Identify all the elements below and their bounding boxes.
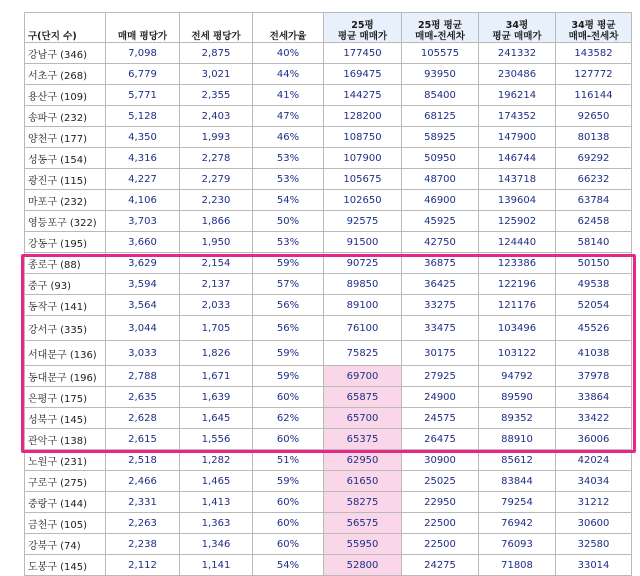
value-cell: 125902 (479, 211, 556, 232)
value-cell: 121176 (479, 295, 556, 316)
value-cell: 27925 (402, 366, 479, 387)
district-cell: 강남구 (346) (25, 43, 106, 64)
ratio-cell: 60% (253, 513, 324, 534)
value-cell: 122196 (479, 274, 556, 295)
value-cell: 3,564 (106, 295, 180, 316)
value-cell: 1,671 (180, 366, 253, 387)
spreadsheet (24, 12, 632, 576)
value-cell: 143582 (556, 43, 632, 64)
value-cell: 69292 (556, 148, 632, 169)
ratio-cell: 56% (253, 316, 324, 341)
value-cell: 80138 (556, 127, 632, 148)
column-header: 25평 평균 매매-전세차 (402, 13, 479, 43)
value-cell: 2,635 (106, 387, 180, 408)
value-cell: 91500 (324, 232, 402, 253)
value-cell: 58925 (402, 127, 479, 148)
table-row (25, 316, 632, 341)
table-row (25, 190, 632, 211)
column-header: 34평 평균 매매-전세차 (556, 13, 632, 43)
value-cell: 107900 (324, 148, 402, 169)
district-cell: 은평구 (175) (25, 387, 106, 408)
value-cell: 2,466 (106, 471, 180, 492)
value-cell: 2,278 (180, 148, 253, 169)
value-cell: 1,363 (180, 513, 253, 534)
district-cell: 관악구 (138) (25, 429, 106, 450)
value-cell: 89850 (324, 274, 402, 295)
value-cell: 24900 (402, 387, 479, 408)
ratio-cell: 40% (253, 43, 324, 64)
value-cell: 143718 (479, 169, 556, 190)
district-cell: 노원구 (231) (25, 450, 106, 471)
district-cell: 중구 (93) (25, 274, 106, 295)
value-cell: 116144 (556, 85, 632, 106)
value-cell: 1,282 (180, 450, 253, 471)
value-cell: 105575 (402, 43, 479, 64)
value-cell: 2,230 (180, 190, 253, 211)
table-row (25, 492, 632, 513)
value-cell: 4,350 (106, 127, 180, 148)
value-cell: 1,866 (180, 211, 253, 232)
value-cell: 1,705 (180, 316, 253, 341)
value-cell: 1,413 (180, 492, 253, 513)
value-cell: 42750 (402, 232, 479, 253)
district-cell: 강동구 (195) (25, 232, 106, 253)
value-cell: 61650 (324, 471, 402, 492)
value-cell: 2,154 (180, 253, 253, 274)
value-cell: 102650 (324, 190, 402, 211)
ratio-cell: 44% (253, 64, 324, 85)
value-cell: 85612 (479, 450, 556, 471)
value-cell: 25025 (402, 471, 479, 492)
district-cell: 성동구 (154) (25, 148, 106, 169)
ratio-cell: 59% (253, 341, 324, 366)
value-cell: 75825 (324, 341, 402, 366)
district-cell: 강서구 (335) (25, 316, 106, 341)
value-cell: 139604 (479, 190, 556, 211)
value-cell: 5,128 (106, 106, 180, 127)
value-cell: 45526 (556, 316, 632, 341)
value-cell: 34034 (556, 471, 632, 492)
table-row (25, 148, 632, 169)
column-header: 34평 평균 매매가 (479, 13, 556, 43)
ratio-cell: 50% (253, 211, 324, 232)
column-header: 전세 평당가 (180, 13, 253, 43)
table-row (25, 471, 632, 492)
value-cell: 2,355 (180, 85, 253, 106)
value-cell: 230486 (479, 64, 556, 85)
value-cell: 1,141 (180, 555, 253, 576)
value-cell: 2,875 (180, 43, 253, 64)
value-cell: 2,331 (106, 492, 180, 513)
ratio-cell: 54% (253, 555, 324, 576)
value-cell: 85400 (402, 85, 479, 106)
ratio-cell: 41% (253, 85, 324, 106)
table-row (25, 513, 632, 534)
table-row (25, 450, 632, 471)
value-cell: 65700 (324, 408, 402, 429)
value-cell: 41038 (556, 341, 632, 366)
table-row (25, 408, 632, 429)
value-cell: 108750 (324, 127, 402, 148)
value-cell: 169475 (324, 64, 402, 85)
ratio-cell: 56% (253, 295, 324, 316)
value-cell: 33422 (556, 408, 632, 429)
value-cell: 2,628 (106, 408, 180, 429)
table-row (25, 274, 632, 295)
value-cell: 2,033 (180, 295, 253, 316)
value-cell: 26475 (402, 429, 479, 450)
column-header: 25평 평균 매매가 (324, 13, 402, 43)
table-row (25, 429, 632, 450)
value-cell: 88910 (479, 429, 556, 450)
ratio-cell: 60% (253, 534, 324, 555)
value-cell: 58275 (324, 492, 402, 513)
value-cell: 1,950 (180, 232, 253, 253)
value-cell: 2,403 (180, 106, 253, 127)
value-cell: 45925 (402, 211, 479, 232)
value-cell: 62950 (324, 450, 402, 471)
value-cell: 79254 (479, 492, 556, 513)
value-cell: 174352 (479, 106, 556, 127)
value-cell: 90725 (324, 253, 402, 274)
table-row (25, 106, 632, 127)
district-cell: 구로구 (275) (25, 471, 106, 492)
value-cell: 2,615 (106, 429, 180, 450)
table-row (25, 387, 632, 408)
value-cell: 30600 (556, 513, 632, 534)
value-cell: 3,703 (106, 211, 180, 232)
value-cell: 93950 (402, 64, 479, 85)
value-cell: 31212 (556, 492, 632, 513)
value-cell: 62458 (556, 211, 632, 232)
value-cell: 2,238 (106, 534, 180, 555)
value-cell: 71808 (479, 555, 556, 576)
value-cell: 42024 (556, 450, 632, 471)
table-row (25, 555, 632, 576)
value-cell: 66232 (556, 169, 632, 190)
value-cell: 65875 (324, 387, 402, 408)
district-cell: 마포구 (232) (25, 190, 106, 211)
ratio-cell: 54% (253, 190, 324, 211)
value-cell: 55950 (324, 534, 402, 555)
value-cell: 36875 (402, 253, 479, 274)
value-cell: 48700 (402, 169, 479, 190)
value-cell: 2,112 (106, 555, 180, 576)
table-row (25, 534, 632, 555)
value-cell: 177450 (324, 43, 402, 64)
value-cell: 3,044 (106, 316, 180, 341)
table-row (25, 253, 632, 274)
ratio-cell: 53% (253, 232, 324, 253)
table-row (25, 43, 632, 64)
value-cell: 76093 (479, 534, 556, 555)
value-cell: 33014 (556, 555, 632, 576)
district-cell: 종로구 (88) (25, 253, 106, 274)
value-cell: 124440 (479, 232, 556, 253)
value-cell: 92575 (324, 211, 402, 232)
value-cell: 4,316 (106, 148, 180, 169)
district-cell: 성북구 (145) (25, 408, 106, 429)
district-cell: 서초구 (268) (25, 64, 106, 85)
value-cell: 63784 (556, 190, 632, 211)
value-cell: 4,227 (106, 169, 180, 190)
value-cell: 1,639 (180, 387, 253, 408)
district-cell: 양천구 (177) (25, 127, 106, 148)
value-cell: 1,556 (180, 429, 253, 450)
value-cell: 127772 (556, 64, 632, 85)
district-cell: 서대문구 (136) (25, 341, 106, 366)
value-cell: 2,788 (106, 366, 180, 387)
value-cell: 22500 (402, 513, 479, 534)
value-cell: 24275 (402, 555, 479, 576)
value-cell: 94792 (479, 366, 556, 387)
value-cell: 6,779 (106, 64, 180, 85)
ratio-cell: 57% (253, 274, 324, 295)
value-cell: 3,660 (106, 232, 180, 253)
value-cell: 32580 (556, 534, 632, 555)
value-cell: 22950 (402, 492, 479, 513)
value-cell: 105675 (324, 169, 402, 190)
value-cell: 89100 (324, 295, 402, 316)
value-cell: 89590 (479, 387, 556, 408)
district-cell: 송파구 (232) (25, 106, 106, 127)
value-cell: 33475 (402, 316, 479, 341)
value-cell: 3,021 (180, 64, 253, 85)
value-cell: 83844 (479, 471, 556, 492)
value-cell: 4,106 (106, 190, 180, 211)
value-cell: 5,771 (106, 85, 180, 106)
value-cell: 92650 (556, 106, 632, 127)
value-cell: 2,137 (180, 274, 253, 295)
ratio-cell: 60% (253, 387, 324, 408)
column-header: 매매 평당가 (106, 13, 180, 43)
value-cell: 33864 (556, 387, 632, 408)
district-cell: 동대문구 (196) (25, 366, 106, 387)
value-cell: 22500 (402, 534, 479, 555)
district-cell: 용산구 (109) (25, 85, 106, 106)
district-cell: 중랑구 (144) (25, 492, 106, 513)
table-row (25, 85, 632, 106)
value-cell: 128200 (324, 106, 402, 127)
table-row (25, 169, 632, 190)
district-cell: 동작구 (141) (25, 295, 106, 316)
value-cell: 146744 (479, 148, 556, 169)
value-cell: 1,465 (180, 471, 253, 492)
value-cell: 30175 (402, 341, 479, 366)
value-cell: 52054 (556, 295, 632, 316)
value-cell: 103496 (479, 316, 556, 341)
table-body (25, 43, 632, 576)
value-cell: 3,629 (106, 253, 180, 274)
value-cell: 69700 (324, 366, 402, 387)
value-cell: 2,279 (180, 169, 253, 190)
value-cell: 49538 (556, 274, 632, 295)
value-cell: 33275 (402, 295, 479, 316)
value-cell: 2,518 (106, 450, 180, 471)
value-cell: 37978 (556, 366, 632, 387)
ratio-cell: 53% (253, 169, 324, 190)
value-cell: 196214 (479, 85, 556, 106)
price-table (24, 12, 632, 576)
table-row (25, 232, 632, 253)
value-cell: 123386 (479, 253, 556, 274)
column-header: 구(단지 수) (25, 13, 106, 43)
table-row (25, 127, 632, 148)
district-cell: 영등포구 (322) (25, 211, 106, 232)
district-cell: 광진구 (115) (25, 169, 106, 190)
value-cell: 50150 (556, 253, 632, 274)
table-row (25, 341, 632, 366)
table-row (25, 211, 632, 232)
ratio-cell: 59% (253, 253, 324, 274)
value-cell: 24575 (402, 408, 479, 429)
value-cell: 1,645 (180, 408, 253, 429)
district-cell: 강북구 (74) (25, 534, 106, 555)
ratio-cell: 59% (253, 471, 324, 492)
value-cell: 52800 (324, 555, 402, 576)
table-row (25, 64, 632, 85)
value-cell: 50950 (402, 148, 479, 169)
ratio-cell: 59% (253, 366, 324, 387)
value-cell: 3,033 (106, 341, 180, 366)
value-cell: 46900 (402, 190, 479, 211)
table-row (25, 366, 632, 387)
value-cell: 103122 (479, 341, 556, 366)
ratio-cell: 47% (253, 106, 324, 127)
header-row (25, 13, 632, 43)
ratio-cell: 60% (253, 492, 324, 513)
value-cell: 2,263 (106, 513, 180, 534)
value-cell: 7,098 (106, 43, 180, 64)
value-cell: 1,346 (180, 534, 253, 555)
district-cell: 도봉구 (145) (25, 555, 106, 576)
value-cell: 1,826 (180, 341, 253, 366)
value-cell: 36006 (556, 429, 632, 450)
value-cell: 58140 (556, 232, 632, 253)
column-header: 전세가율 (253, 13, 324, 43)
value-cell: 36425 (402, 274, 479, 295)
value-cell: 56575 (324, 513, 402, 534)
value-cell: 144275 (324, 85, 402, 106)
ratio-cell: 51% (253, 450, 324, 471)
value-cell: 76942 (479, 513, 556, 534)
value-cell: 147900 (479, 127, 556, 148)
value-cell: 68125 (402, 106, 479, 127)
ratio-cell: 46% (253, 127, 324, 148)
ratio-cell: 60% (253, 429, 324, 450)
value-cell: 241332 (479, 43, 556, 64)
ratio-cell: 53% (253, 148, 324, 169)
value-cell: 89352 (479, 408, 556, 429)
value-cell: 3,594 (106, 274, 180, 295)
table-row (25, 295, 632, 316)
ratio-cell: 62% (253, 408, 324, 429)
district-cell: 금천구 (105) (25, 513, 106, 534)
value-cell: 76100 (324, 316, 402, 341)
value-cell: 65375 (324, 429, 402, 450)
value-cell: 30900 (402, 450, 479, 471)
value-cell: 1,993 (180, 127, 253, 148)
